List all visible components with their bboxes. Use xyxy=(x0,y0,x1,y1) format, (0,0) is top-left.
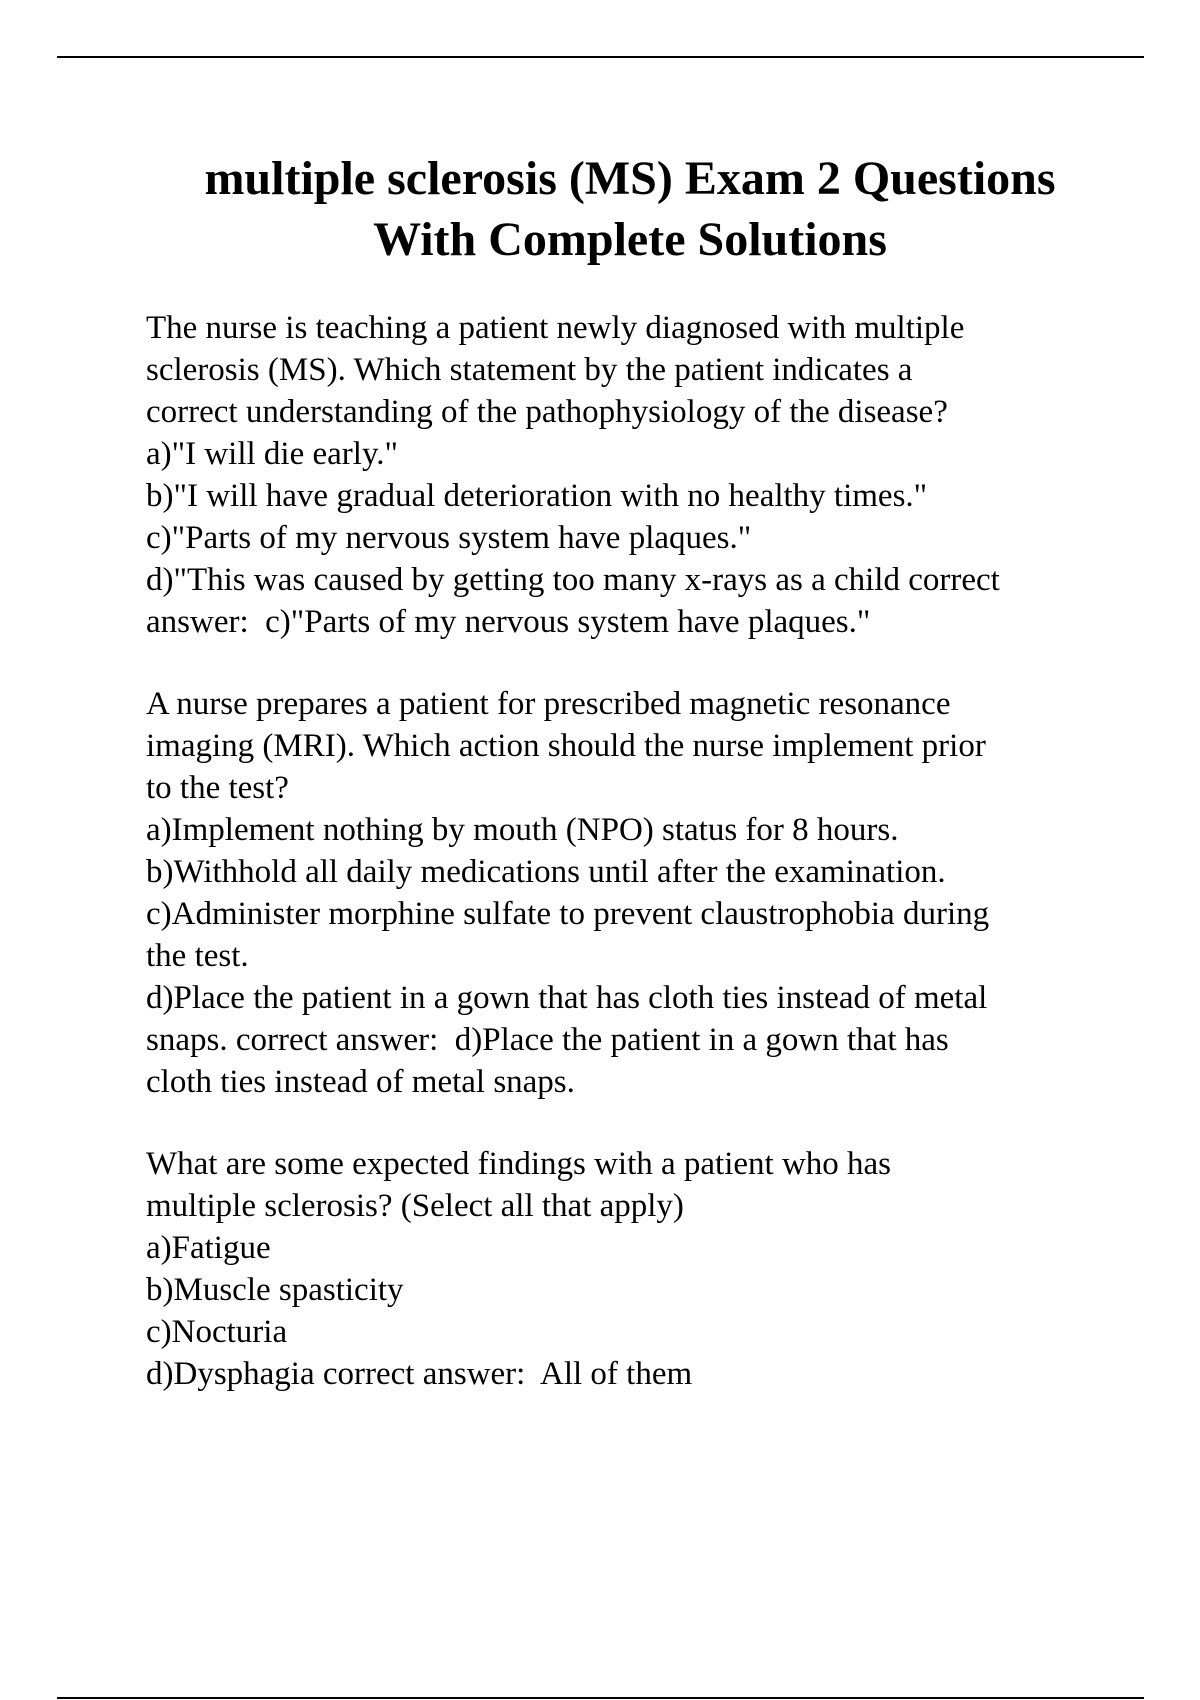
title-line-1: multiple sclerosis (MS) Exam 2 Questions xyxy=(204,152,1056,205)
answer-option: a)"I will die early." xyxy=(146,436,399,472)
top-rule xyxy=(57,56,1144,58)
answer-option: the test. xyxy=(146,938,249,974)
question-block-1 xyxy=(146,307,1146,643)
answer-option: a)Implement nothing by mouth (NPO) status for 8 hours. xyxy=(146,812,899,848)
text-line: sclerosis (MS). Which statement by the patient indicates a xyxy=(146,352,913,388)
answer-option: c)Administer morphine sulfate to prevent claustrophobia during xyxy=(146,896,990,932)
title-line-2: With Complete Solutions xyxy=(373,213,887,266)
answer-option: c)Nocturia xyxy=(146,1314,288,1350)
correct-answer: answer: c)"Parts of my nervous system have plaques." xyxy=(146,604,871,640)
correct-answer: snaps. correct answer: d)Place the patient in a gown that has xyxy=(146,1022,949,1058)
text-line: imaging (MRI). Which action should the nurse implement prior xyxy=(146,728,986,764)
answer-option: b)Withhold all daily medications until after the examination. xyxy=(146,854,946,890)
question-list xyxy=(146,307,1146,1435)
question-block-3 xyxy=(146,1143,1146,1395)
text-line: to the test? xyxy=(146,770,289,806)
text-line: A nurse prepares a patient for prescribed magnetic resonance xyxy=(146,686,951,722)
answer-option: b)Muscle spasticity xyxy=(146,1272,404,1308)
document-title xyxy=(80,148,1180,270)
answer-option: b)"I will have gradual deterioration with no healthy times." xyxy=(146,478,928,514)
text-line: correct understanding of the pathophysiology of the disease? xyxy=(146,394,948,430)
correct-answer: cloth ties instead of metal snaps. xyxy=(146,1064,575,1100)
question-block-2 xyxy=(146,683,1146,1103)
bottom-rule xyxy=(57,1697,1144,1699)
answer-option: a)Fatigue xyxy=(146,1230,271,1266)
text-line: multiple sclerosis? (Select all that apply) xyxy=(146,1188,684,1224)
answer-option: d)"This was caused by getting too many x-rays as a child correct xyxy=(146,562,1000,598)
answer-option: c)"Parts of my nervous system have plaques." xyxy=(146,520,752,556)
correct-answer: d)Dysphagia correct answer: All of them xyxy=(146,1356,693,1392)
text-line: What are some expected findings with a patient who has xyxy=(146,1146,892,1182)
text-line: The nurse is teaching a patient newly diagnosed with multiple xyxy=(146,310,965,346)
answer-option: d)Place the patient in a gown that has cloth ties instead of metal xyxy=(146,980,988,1016)
